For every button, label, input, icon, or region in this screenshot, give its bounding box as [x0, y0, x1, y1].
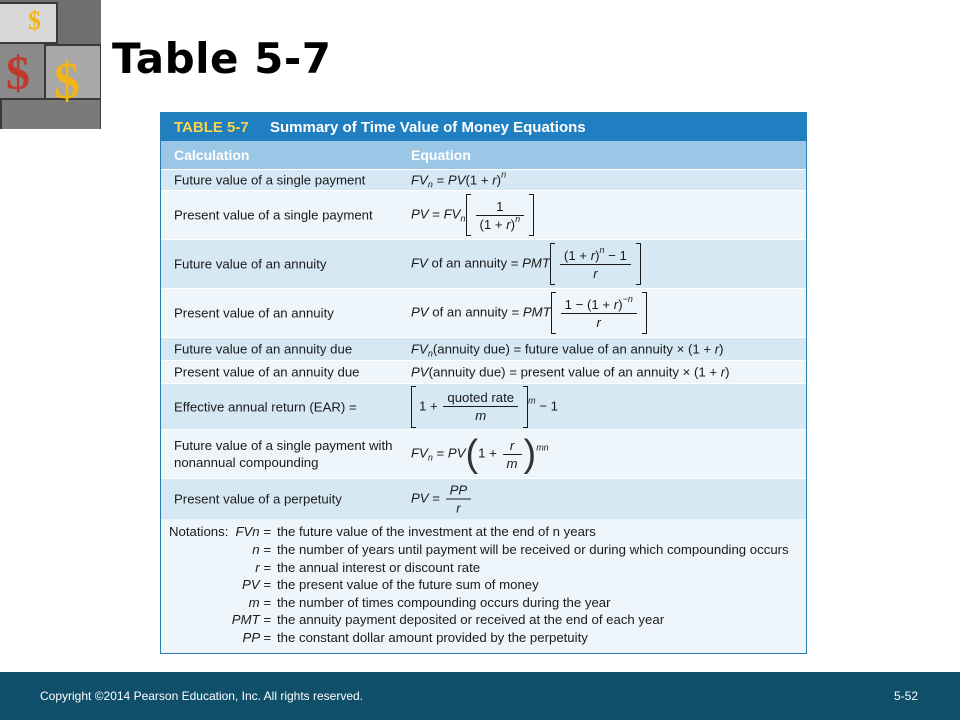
- table-row: [161, 169, 806, 190]
- table-row: [161, 478, 806, 519]
- table-row: [161, 190, 806, 239]
- calculation-label: Future value of a single payment with nonannual compounding: [174, 438, 393, 470]
- slide-title: Table 5-7: [112, 34, 332, 83]
- dollar-cubes-icon: $ $ $: [0, 0, 101, 129]
- calculation-label: Future value of an annuity: [174, 256, 327, 272]
- table-row: [161, 360, 806, 383]
- notation-symbol: n =: [252, 542, 271, 557]
- equation: $FV_n(annuity$ due) = future value of an annuity × (1 + r): [411, 341, 724, 359]
- notation-text: the number of times compounding occurs during the year: [277, 595, 611, 610]
- calculation-label: Present value of an annuity due: [174, 364, 360, 380]
- equation: PV of an annuity = PMT $\frac{1 - (1 + r)^{-n}}{r}$: [411, 292, 647, 334]
- notation-symbol: PP =: [242, 630, 271, 645]
- calculation-label: Present value of a single payment: [174, 207, 373, 223]
- notation-text: the constant dollar amount provided by the perpetuity: [277, 630, 588, 645]
- equation: 1 + $\frac{\text{quoted rate}}{m}$ $^m$ − 1: [411, 386, 558, 428]
- notations: [161, 519, 806, 654]
- notation-symbol: PMT =: [231, 612, 271, 627]
- notation-symbol: r =: [255, 560, 271, 575]
- copyright-text: Copyright ©2014 Pearson Education, Inc. All rights reserved.: [40, 689, 364, 703]
- calculation-label: Present value of a perpetuity: [174, 491, 342, 507]
- equation: PV(annuity due) = present value of an annuity × (1 + r): [411, 364, 730, 380]
- table-header: [161, 113, 806, 141]
- table-row: [161, 383, 806, 429]
- notation-symbol: PV =: [242, 577, 271, 592]
- calculation-label: Future value of an annuity due: [174, 341, 353, 357]
- notation-text: the annual interest or discount rate: [277, 560, 481, 575]
- equation: $FV_n = PV(1 + r)^n$: [411, 169, 507, 190]
- notation-symbol: m =: [248, 595, 271, 610]
- footer-bar: [0, 672, 960, 720]
- table-title: Summary of Time Value of Money Equations: [270, 119, 586, 136]
- column-header-equation: Equation: [411, 147, 471, 163]
- notation-text: the present value of the future sum of money: [277, 577, 539, 592]
- table-number: TABLE 5-7: [174, 119, 249, 136]
- column-headers: [161, 141, 806, 169]
- page-number: 5-52: [893, 689, 918, 703]
- notation-text: the annuity payment deposited or received at the end of each year: [277, 612, 665, 627]
- equation: PV = $FV_n$ $\frac{1}{(1 + r)^n}$: [411, 194, 534, 236]
- table-row: [161, 429, 806, 478]
- table-row: [161, 288, 806, 337]
- tvm-equations-table: [160, 112, 807, 654]
- notation-symbol: FVn =: [235, 524, 271, 539]
- equation: FV of an annuity = PMT $\frac{(1 + r)^n - 1}{r}$: [411, 243, 641, 285]
- calculation-label: Effective annual return (EAR) =: [174, 399, 357, 414]
- notation-text: the number of years until payment will be received or during which compounding occurs: [277, 542, 789, 557]
- notation-text: the future value of the investment at the end of n years: [277, 524, 596, 539]
- equation: PV = $\frac{PP}{r}$: [411, 483, 473, 516]
- equation: $FV_n = PV(1$ + $\frac{r}{m}$ )$^{mn}$: [411, 433, 549, 475]
- column-header-calculation: Calculation: [174, 147, 250, 163]
- calculation-label: Future value of a single payment: [174, 172, 366, 188]
- notations-label: Notations:: [169, 524, 229, 539]
- calculation-label: Present value of an annuity: [174, 305, 334, 321]
- table-row: [161, 239, 806, 288]
- table-row: [161, 337, 806, 360]
